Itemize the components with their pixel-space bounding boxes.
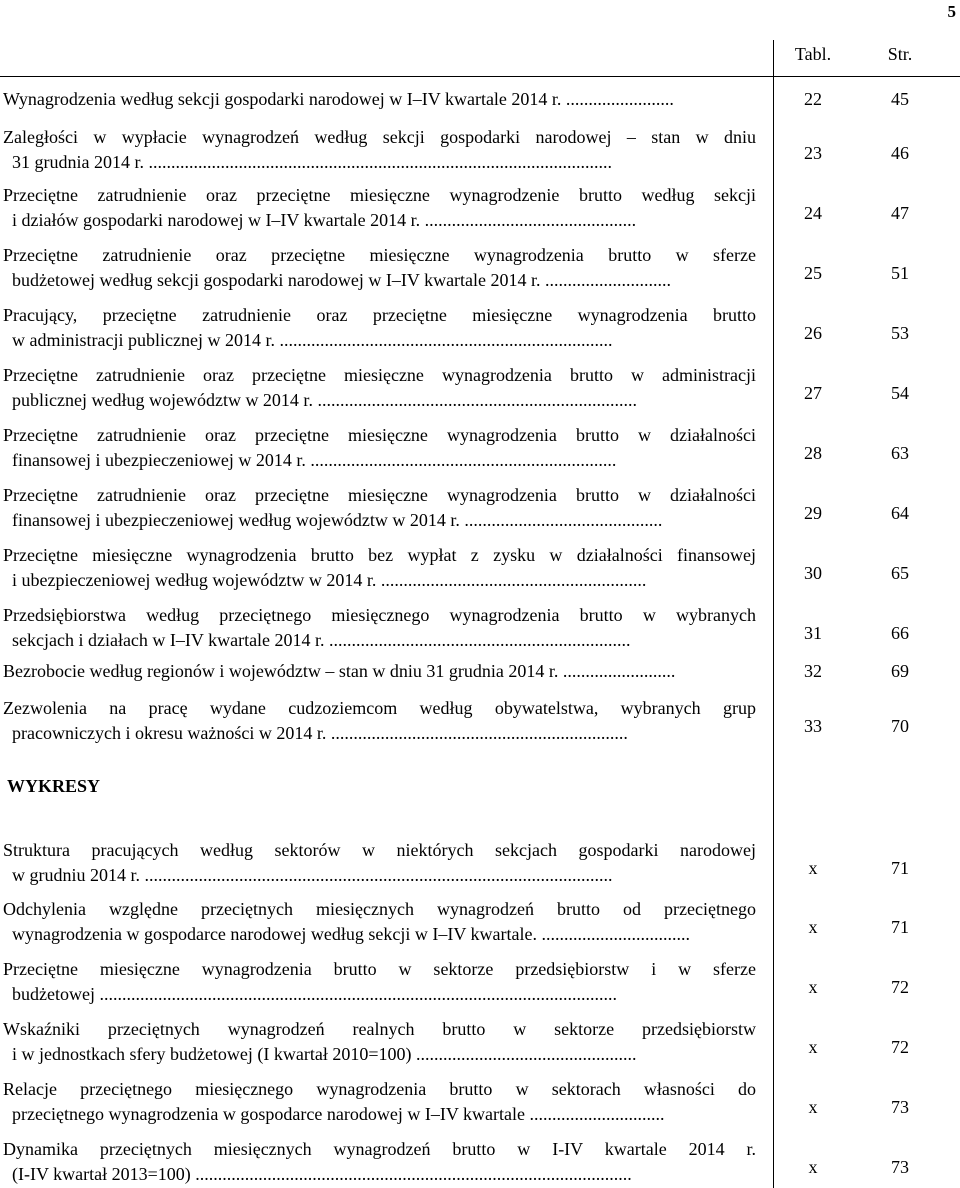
tabl-number: 22 (804, 89, 822, 109)
page-ref: 64 (891, 503, 909, 523)
header-rule (0, 76, 960, 77)
page-ref: 69 (891, 661, 909, 681)
section-title-charts: WYKRESY (7, 776, 101, 796)
tabl-number: x (808, 1037, 818, 1057)
page-ref: 72 (891, 1037, 909, 1057)
tabl-number: 26 (804, 323, 822, 343)
tabl-number: 23 (804, 143, 822, 163)
page-ref: 73 (891, 1097, 909, 1117)
page-ref: 71 (891, 917, 909, 937)
page-ref: 70 (891, 716, 909, 736)
column-header-tabl: Tabl. (794, 44, 832, 64)
page-number: 5 (947, 2, 956, 21)
tabl-number: 30 (804, 563, 822, 583)
tabl-number: x (808, 977, 818, 997)
page-ref: 45 (891, 89, 909, 109)
page-ref: 47 (891, 203, 909, 223)
tabl-number: 25 (804, 263, 822, 283)
column-header-str: Str. (887, 44, 913, 64)
tabl-number: 27 (804, 383, 822, 403)
column-divider (773, 40, 774, 1188)
tabl-number: x (808, 858, 818, 878)
page-ref: 51 (891, 263, 909, 283)
page-ref: 73 (891, 1157, 909, 1177)
tabl-number: 28 (804, 443, 822, 463)
page-ref: 46 (891, 143, 909, 163)
page-ref: 54 (891, 383, 909, 403)
page-ref: 71 (891, 858, 909, 878)
page-ref: 66 (891, 623, 909, 643)
tabl-number: 33 (804, 716, 822, 736)
page-ref: 63 (891, 443, 909, 463)
page-ref: 53 (891, 323, 909, 343)
tabl-number: x (808, 1097, 818, 1117)
tabl-number: x (808, 1157, 818, 1177)
tabl-number: 29 (804, 503, 822, 523)
tabl-number: 31 (804, 623, 822, 643)
page-ref: 65 (891, 563, 909, 583)
tabl-number: 32 (804, 661, 822, 681)
tabl-number: x (808, 917, 818, 937)
tabl-number: 24 (804, 203, 822, 223)
page-ref: 72 (891, 977, 909, 997)
